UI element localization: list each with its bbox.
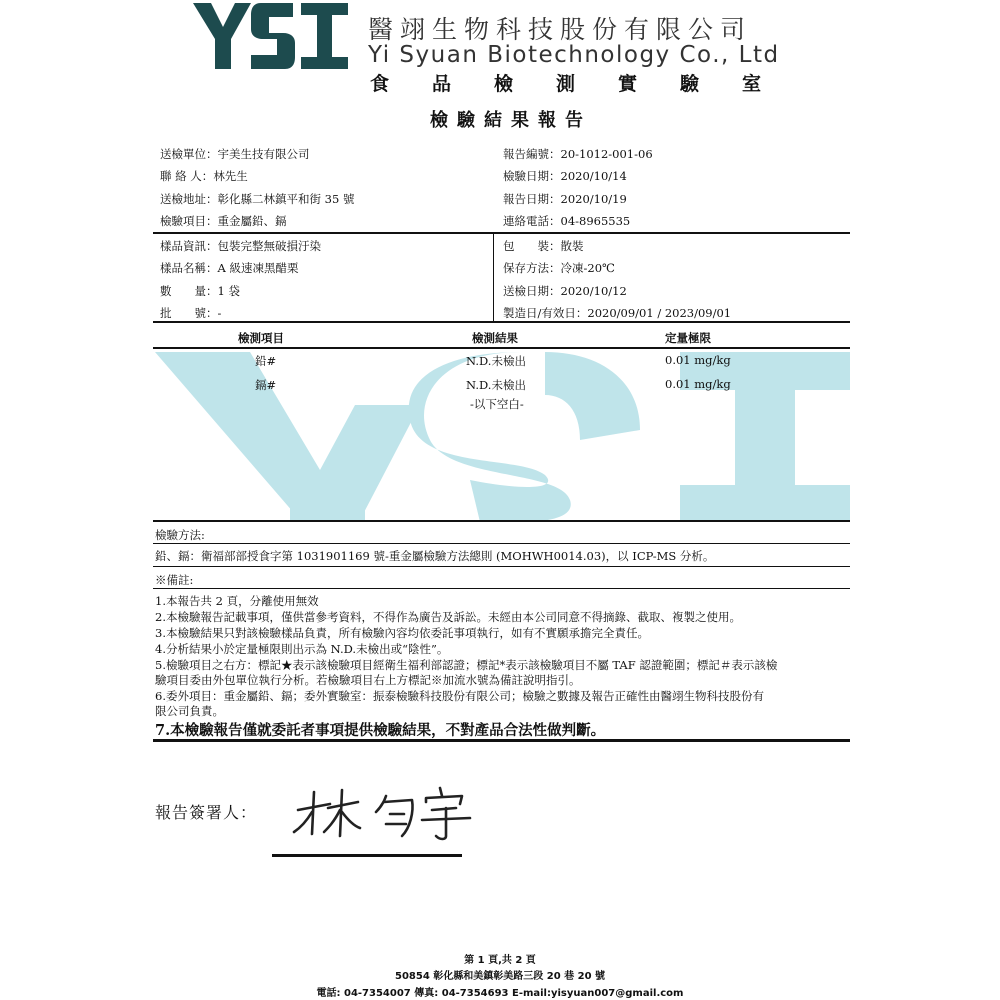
note-line: 4.分析結果小於定量極限則出示為 N.D.未檢出或“陰性”。 [155, 642, 449, 656]
note-line-emphasis: 7.本檢驗報告僅就委託者事項提供檢驗結果，不對產品合法性做判斷。 [155, 722, 606, 739]
lab-name: 食品檢測實驗室 [370, 73, 805, 95]
divider [153, 739, 850, 742]
divider [153, 543, 850, 544]
sample-field: 批 號：- [160, 306, 222, 320]
column-header: 檢測結果 [472, 331, 518, 345]
report-field: 報告日期：2020/10/19 [503, 192, 627, 206]
note-line: 2.本檢驗報告記載事項，僅供當參考資料，不得作為廣告及訴訟。未經由本公司同意不得摘錄、截取、複製之使用。 [155, 610, 741, 624]
company-name-zh: 醫翊生物科技股份有限公司 [368, 15, 753, 44]
note-line: 驗項目委由外包單位執行分析。若檢驗項目右上方標記※加流水號為備註說明指引。 [155, 673, 581, 687]
client-field: 檢驗項目：重金屬鉛、鎘 [160, 214, 287, 228]
column-header: 定量極限 [665, 331, 711, 345]
client-field: 送檢地址：彰化縣二林鎮平和街 35 號 [160, 192, 355, 206]
test-item: 鉛# [255, 354, 277, 368]
test-result: N.D.未檢出 [466, 354, 526, 368]
signature-line [272, 854, 462, 857]
page-number: 第 1 頁,共 2 頁 [464, 955, 536, 966]
note-line: 限公司負責。 [155, 704, 224, 718]
sample-field: 送檢日期：2020/10/12 [503, 284, 627, 298]
divider [153, 520, 850, 522]
footer-address: 50854 彰化縣和美鎮彰美路三段 20 巷 20 號 [394, 971, 606, 982]
footer-contact: 電話: 04-7354007 傳真: 04-7354693 E-mail:yisyuan007@gmail.com [316, 988, 684, 999]
ysi-logo [193, 3, 348, 69]
method-text: 鉛、鎘：衛福部部授食字第 1031901169 號-重金屬檢驗方法總則 (MOHWH0014.03)，以 ICP-MS 分析。 [155, 549, 715, 563]
sample-field: 樣品資訊：包裝完整無破損汙染 [160, 239, 321, 253]
signer-label: 報告簽署人： [155, 803, 258, 822]
note-line: 1.本報告共 2 頁，分離使用無效 [155, 594, 319, 608]
column-header: 檢測項目 [238, 331, 284, 345]
company-name-en: Yi Syuan Biotechnology Co., Ltd [368, 42, 780, 68]
client-field: 聯 絡 人：林先生 [160, 169, 248, 183]
column-divider [493, 233, 494, 321]
test-item: 鎘# [255, 378, 277, 392]
report-field: 報告編號：20-1012-001-06 [503, 147, 653, 161]
note-line: 3.本檢驗結果只對該檢驗樣品負責，所有檢驗內容均依委託事項執行，如有不實願承擔完全責任。 [155, 626, 649, 640]
test-result: N.D.未檢出 [466, 378, 526, 392]
handwritten-signature [290, 782, 480, 842]
test-limit: 0.01 mg/kg [665, 377, 731, 391]
test-limit: 0.01 mg/kg [665, 353, 731, 367]
sample-field: 保存方法：冷凍-20℃ [503, 261, 615, 275]
divider [153, 347, 850, 349]
report-title: 檢驗結果報告 [430, 110, 592, 131]
sample-field: 製造日/有效日：2020/09/01 / 2023/09/01 [503, 306, 732, 320]
divider [153, 566, 850, 567]
divider [153, 232, 850, 234]
client-field: 送檢單位：宇美生技有限公司 [160, 147, 310, 161]
sample-field: 數 量：1 袋 [160, 284, 240, 298]
method-label: 檢驗方法: [155, 528, 205, 542]
divider [153, 321, 850, 323]
note-line: 6.委外項目：重金屬鉛、鎘；委外實驗室：振泰檢驗科技股份有限公司；檢驗之數據及報告正確性由醫翊生物科技股份有 [155, 689, 764, 703]
notes-label: ※備註: [155, 573, 194, 587]
sample-field: 包 裝：散裝 [503, 239, 584, 253]
end-of-results: -以下空白- [470, 397, 524, 411]
sample-field: 樣品名稱：A 級速凍黑醋栗 [160, 261, 299, 275]
note-line: 5.檢驗項目之右方：標記★表示該檢驗項目經衛生福利部認證；標記*表示該檢驗項目不屬 TAF 認證範圍；標記＃表示該檢 [155, 658, 778, 672]
report-field: 檢驗日期：2020/10/14 [503, 169, 627, 183]
report-field: 連絡電話：04-8965535 [503, 214, 631, 228]
divider [153, 588, 850, 589]
